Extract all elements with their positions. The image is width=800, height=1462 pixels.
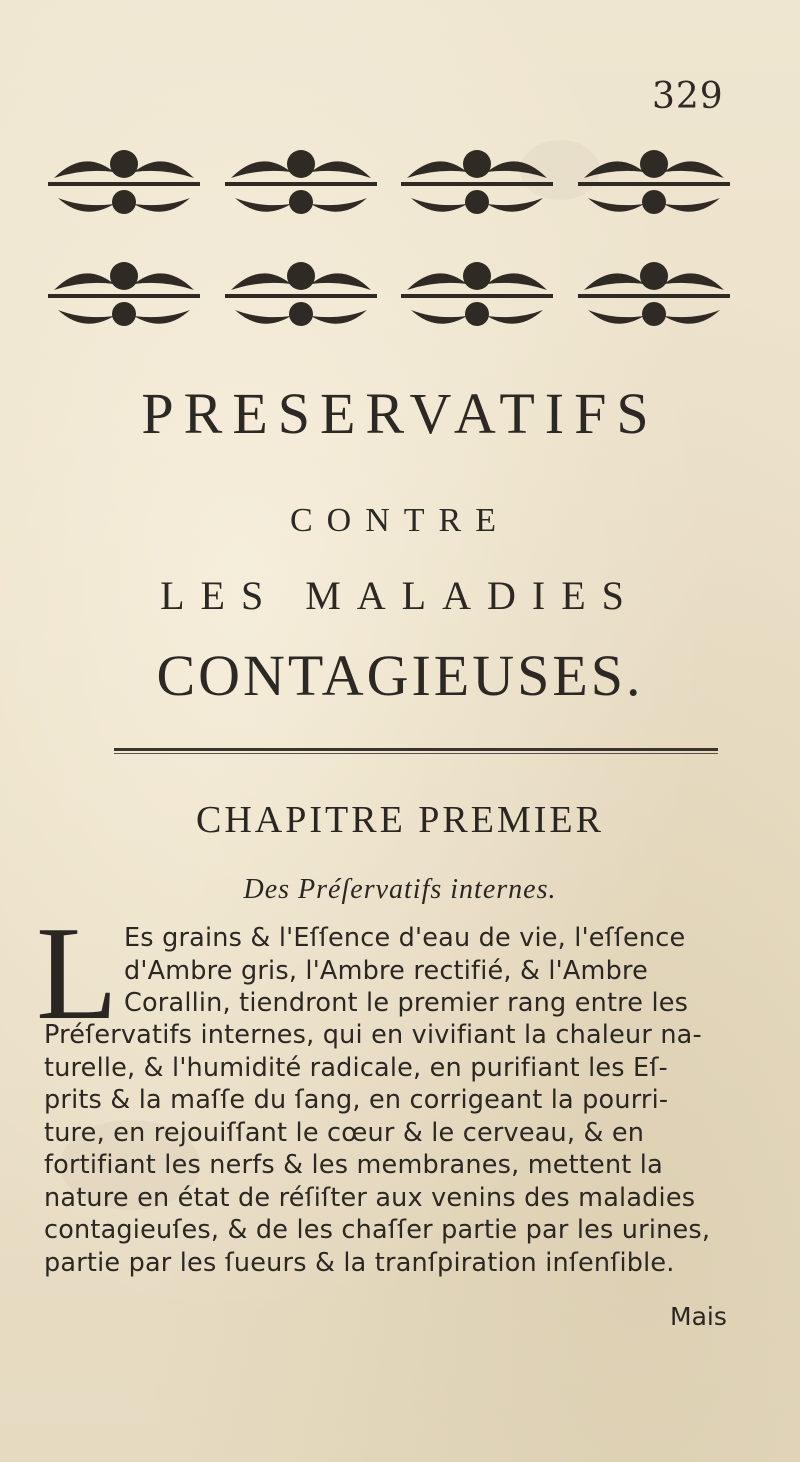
chapter-title: CHAPITRE PREMIER [196, 799, 604, 841]
text-line: nature en état de réſiſter aux venins des maladies [44, 1182, 696, 1213]
text-line: Corallin, tiendront le premier rang entre les [124, 988, 689, 1018]
catchword: Mais [670, 1302, 727, 1331]
floral-ornament-icon [221, 138, 381, 230]
text-line: d'Ambre gris, l'Ambre rectifié, & l'Ambre [124, 955, 648, 986]
ornament-band [44, 138, 734, 230]
heading-les-maladies: LES MALADIES [160, 573, 640, 618]
floral-ornament-icon [221, 250, 381, 342]
heading-preservatifs: PRESERVATIFS [141, 381, 659, 446]
text-line: partie par les ſueurs & la tranſpiration inſenſible. [44, 1247, 675, 1278]
floral-ornament-icon [397, 138, 557, 230]
drop-cap: L [36, 899, 118, 1047]
horizontal-rule [114, 748, 718, 751]
paragraph-opening [44, 922, 734, 1020]
text-line: turelle, & l'humidité radicale, en purifiant les Eſ- [44, 1052, 668, 1083]
text-line: ture, en rejouiſſant le cœur & le cerveau, & en [44, 1117, 645, 1148]
floral-ornament-icon [44, 250, 204, 342]
text-line: prits & la maſſe du ſang, en corrigeant la pourri- [44, 1085, 669, 1115]
floral-ornament-icon [397, 250, 557, 342]
paragraph-body [44, 1019, 734, 1279]
text-line: contagieuſes, & de les chaſſer partie par les urines, [44, 1215, 711, 1245]
ornament-band [44, 250, 734, 342]
floral-ornament-icon [44, 138, 204, 230]
heading-contre: CONTRE [290, 502, 510, 539]
text-line: Es grains & l'Eſſence d'eau de vie, l'eſſence [124, 923, 686, 953]
page-number: 329 [652, 76, 724, 117]
chapter-subtitle: Des Préſervatifs internes. [243, 874, 557, 905]
heading-contagieuses: CONTAGIEUSES. [156, 643, 644, 708]
text-line: Préſervatifs internes, qui en vivifiant la chaleur na- [44, 1020, 702, 1050]
floral-ornament-icon [574, 138, 734, 230]
text-line: fortifiant les nerfs & les membranes, mettent la [44, 1150, 663, 1180]
floral-ornament-icon [574, 250, 734, 342]
